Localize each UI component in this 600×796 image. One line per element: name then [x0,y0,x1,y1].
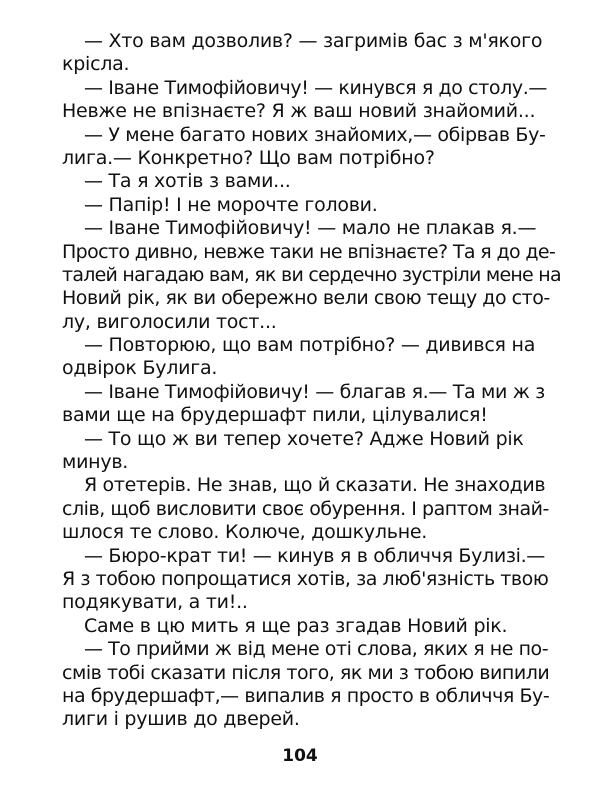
text-line: крісла. [62,53,130,76]
text-line: — То прийми ж від мене оті слова, яких я не по- [84,638,549,661]
text-line: подякувати, а ти!.. [62,591,248,614]
text-line: — Хто вам дозволив? — загримів бас з м'якого [84,30,543,52]
text-line: Новий рік, як ви обережно вели свою тещу до сто- [62,287,550,310]
text-line: слів, щоб висловити своє обурення. І раптом знай- [62,497,549,520]
text-line: одвірок Булига. [62,357,218,380]
text-line: — То що ж ви тепер хочете? Адже Новий рік [84,427,524,450]
text-line: лига.— Конкретно? Що вам потрібно? [62,146,435,169]
text-line: на брудершафт,— випалив я просто в обличчя Бу- [62,684,550,707]
text-line: Саме в цю мить я ще раз згадав Новий рік. [84,614,508,637]
body-text [62,30,561,732]
text-line: — Іване Тимофійовичу! — кинувся я до столу.— [84,76,548,99]
page-number: 104 [282,746,318,766]
text-line: вами ще на брудершафт пили, цілувалися! [62,404,488,427]
text-line: лу, виголосили тост... [62,310,277,333]
text-line: лиги і рушив до дверей. [62,708,300,731]
text-line: — Бюро-крат ти! — кинув я в обличчя Булизі.— [84,544,545,567]
text-line: — Іване Тимофійовичу! — мало не плакав я.— [84,217,537,240]
text-line: Невже не впізнаєте? Я ж ваш новий знайомий... [62,100,536,123]
text-line: — Та я хотів з вами... [84,170,291,193]
text-line: талей нагадаю вам, як ви сердечно зустріли мене на [62,263,561,286]
text-line: — Папір! І не морочте голови. [84,193,378,216]
text-line: — Повторюю, що вам потрібно? — дивився на [84,334,536,357]
text-line: Я отетерів. Не знав, що й сказати. Не знаходив [84,474,546,497]
text-line: шлося те слово. Колюче, дошкульне. [62,521,428,544]
text-line: — Іване Тимофійовичу! — благав я.— Та ми ж з [84,380,545,403]
text-line: минув. [62,451,129,474]
text-line: Я з тобою попрощатися хотів, за люб'язність твою [62,567,549,590]
text-line: — У мене багато нових знайомих,— обірвав Бу- [84,123,546,146]
text-line: Просто дивно, невже таки не впізнаєте? Та я до де- [62,240,556,263]
text-line: смів тобі сказати після того, як ми з тобою випили [62,661,550,684]
